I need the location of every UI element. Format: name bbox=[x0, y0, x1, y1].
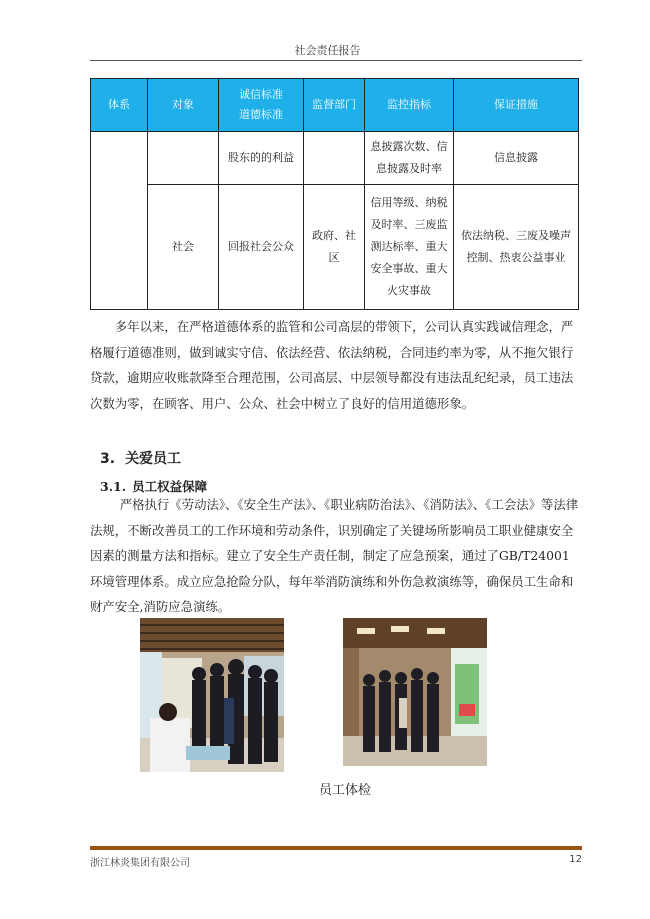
table-header-cell: 保证措施 bbox=[454, 79, 579, 132]
table-cell bbox=[304, 132, 365, 185]
integrity-standards-table bbox=[90, 78, 579, 310]
table-cell: 政府、社 区 bbox=[304, 185, 365, 310]
subsection-number: 3.1. bbox=[100, 479, 127, 494]
subsection-title: 员工权益保障 bbox=[132, 479, 208, 494]
table-cell: 息披露次数、信 息披露及时率 bbox=[365, 132, 454, 185]
integrity-paragraph: 多年以来，在严格道德体系的监管和公司高层的带领下，公司认真实践诚信理念，严格履行道德准则，做到诚实守信、依法经营、依法纳税，合同违约率为零，从不拖欠银行贷款，逾期应收账款降至合理范围，公司高层、中层领导都没有违法乱纪纪录，员工违法次数为零，在顾客、用户、公众、社会中树立了良好的信用道德形象。 bbox=[90, 319, 574, 411]
section-title: 关爱员工 bbox=[125, 451, 182, 467]
section-number: 3. bbox=[100, 451, 116, 467]
table-cell: 信用等级、纳税 及时率、三废监 测达标率、重大 安全事故、重大 火灾事故 bbox=[365, 185, 454, 310]
table-header-row bbox=[91, 79, 579, 132]
footer-company-name: 浙江林炎集团有限公司 bbox=[90, 858, 190, 869]
table-header-cell: 诚信标准 道德标准 bbox=[219, 79, 304, 132]
page-number: 12 bbox=[569, 854, 582, 865]
header-divider bbox=[90, 60, 582, 61]
table-header-cell: 监督部门 bbox=[304, 79, 365, 132]
table-cell: 依法纳税、三废及噪声 控制、热衷公益事业 bbox=[454, 185, 579, 310]
table-row bbox=[91, 185, 579, 310]
health-check-photo-1 bbox=[140, 618, 284, 772]
table-cell: 信息披露 bbox=[454, 132, 579, 185]
table-header-cell: 体系 bbox=[91, 79, 148, 132]
photo-caption: 员工体检 bbox=[318, 783, 371, 798]
table-row bbox=[91, 132, 579, 185]
table-cell bbox=[148, 132, 219, 185]
page-header: 社会责任报告 bbox=[294, 44, 361, 57]
health-check-photo-2 bbox=[343, 618, 487, 766]
table-header-cell: 对象 bbox=[148, 79, 219, 132]
table-cell: 社会 bbox=[148, 185, 219, 310]
footer-divider bbox=[90, 846, 582, 850]
table-cell: 股东的的利益 bbox=[219, 132, 304, 185]
table-cell bbox=[91, 132, 148, 310]
table-cell: 回报社会公众 bbox=[219, 185, 304, 310]
table-header-cell: 监控指标 bbox=[365, 79, 454, 132]
employee-rights-paragraph: 严格执行《劳动法》、《安全生产法》、《职业病防治法》、《消防法》、《工会法》等法律法规，不断改善员工的工作环境和劳动条件，识别确定了关键场所影响员工职业健康安全因素的测量方法和指标。建立了安全生产责任制，制定了应急预案，通过了GB/T24001环境管理体系。成立应急抢险分队，每年举消防演练和外伤急救演练等，确保员工生命和财产安全,消防应急演练。 bbox=[90, 497, 579, 614]
section-heading bbox=[100, 448, 191, 468]
